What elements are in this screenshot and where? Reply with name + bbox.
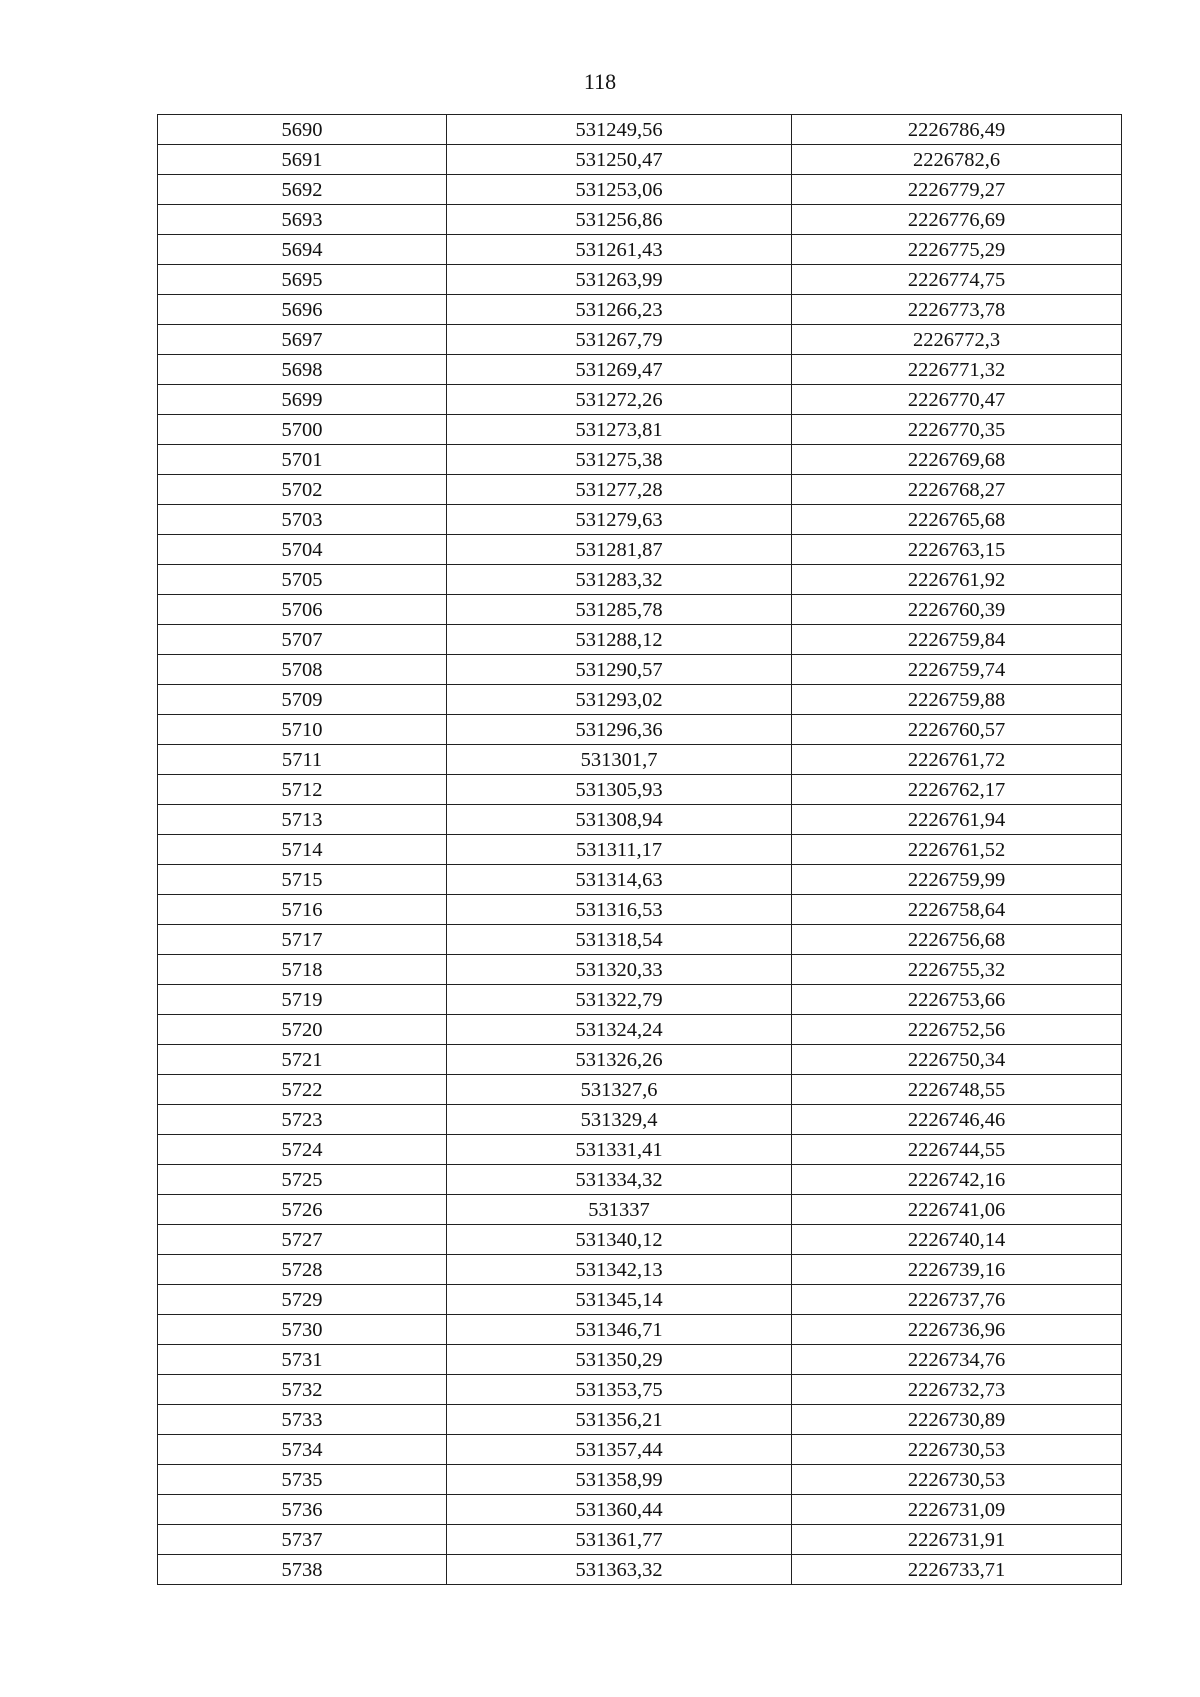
y-coordinate-cell: 2226770,35: [792, 415, 1122, 445]
table-row: [158, 1435, 1122, 1465]
point-number-cell: 5712: [158, 775, 447, 805]
x-coordinate-cell: 531256,86: [447, 205, 792, 235]
point-number-cell: 5733: [158, 1405, 447, 1435]
point-number-cell: 5697: [158, 325, 447, 355]
x-coordinate-cell: 531305,93: [447, 775, 792, 805]
table-row: [158, 925, 1122, 955]
table-row: [158, 385, 1122, 415]
point-number-cell: 5711: [158, 745, 447, 775]
table-row: [158, 715, 1122, 745]
table-row: [158, 235, 1122, 265]
x-coordinate-cell: 531253,06: [447, 175, 792, 205]
y-coordinate-cell: 2226752,56: [792, 1015, 1122, 1045]
x-coordinate-cell: 531334,32: [447, 1165, 792, 1195]
y-coordinate-cell: 2226761,52: [792, 835, 1122, 865]
table-row: [158, 1405, 1122, 1435]
table-row: [158, 1345, 1122, 1375]
point-number-cell: 5694: [158, 235, 447, 265]
table-row: [158, 985, 1122, 1015]
y-coordinate-cell: 2226742,16: [792, 1165, 1122, 1195]
table-row: [158, 1465, 1122, 1495]
x-coordinate-cell: 531357,44: [447, 1435, 792, 1465]
x-coordinate-cell: 531266,23: [447, 295, 792, 325]
point-number-cell: 5706: [158, 595, 447, 625]
y-coordinate-cell: 2226759,99: [792, 865, 1122, 895]
point-number-cell: 5703: [158, 505, 447, 535]
point-number-cell: 5700: [158, 415, 447, 445]
y-coordinate-cell: 2226761,92: [792, 565, 1122, 595]
x-coordinate-cell: 531326,26: [447, 1045, 792, 1075]
table-row: [158, 1015, 1122, 1045]
table-row: [158, 1165, 1122, 1195]
table-row: [158, 1105, 1122, 1135]
x-coordinate-cell: 531360,44: [447, 1495, 792, 1525]
point-number-cell: 5704: [158, 535, 447, 565]
point-number-cell: 5708: [158, 655, 447, 685]
table-row: [158, 1525, 1122, 1555]
point-number-cell: 5722: [158, 1075, 447, 1105]
point-number-cell: 5719: [158, 985, 447, 1015]
point-number-cell: 5693: [158, 205, 447, 235]
y-coordinate-cell: 2226770,47: [792, 385, 1122, 415]
point-number-cell: 5714: [158, 835, 447, 865]
table-row: [158, 775, 1122, 805]
x-coordinate-cell: 531285,78: [447, 595, 792, 625]
y-coordinate-cell: 2226786,49: [792, 115, 1122, 145]
x-coordinate-cell: 531320,33: [447, 955, 792, 985]
x-coordinate-cell: 531263,99: [447, 265, 792, 295]
table-row: [158, 1495, 1122, 1525]
x-coordinate-cell: 531275,38: [447, 445, 792, 475]
point-number-cell: 5692: [158, 175, 447, 205]
table-row: [158, 505, 1122, 535]
x-coordinate-cell: 531316,53: [447, 895, 792, 925]
table-row: [158, 805, 1122, 835]
point-number-cell: 5727: [158, 1225, 447, 1255]
table-row: [158, 175, 1122, 205]
point-number-cell: 5725: [158, 1165, 447, 1195]
point-number-cell: 5738: [158, 1555, 447, 1585]
point-number-cell: 5734: [158, 1435, 447, 1465]
x-coordinate-cell: 531342,13: [447, 1255, 792, 1285]
point-number-cell: 5705: [158, 565, 447, 595]
point-number-cell: 5735: [158, 1465, 447, 1495]
y-coordinate-cell: 2226758,64: [792, 895, 1122, 925]
table-row: [158, 625, 1122, 655]
page-number: 118: [583, 69, 617, 94]
x-coordinate-cell: 531340,12: [447, 1225, 792, 1255]
point-number-cell: 5716: [158, 895, 447, 925]
x-coordinate-cell: 531288,12: [447, 625, 792, 655]
y-coordinate-cell: 2226765,68: [792, 505, 1122, 535]
table-row: [158, 1285, 1122, 1315]
y-coordinate-cell: 2226748,55: [792, 1075, 1122, 1105]
x-coordinate-cell: 531346,71: [447, 1315, 792, 1345]
table-row: [158, 445, 1122, 475]
x-coordinate-cell: 531322,79: [447, 985, 792, 1015]
table-row: [158, 535, 1122, 565]
y-coordinate-cell: 2226761,94: [792, 805, 1122, 835]
x-coordinate-cell: 531318,54: [447, 925, 792, 955]
x-coordinate-cell: 531361,77: [447, 1525, 792, 1555]
point-number-cell: 5737: [158, 1525, 447, 1555]
table-row: [158, 1225, 1122, 1255]
table-row: [158, 865, 1122, 895]
coordinates-table-body: [158, 115, 1122, 1585]
y-coordinate-cell: 2226739,16: [792, 1255, 1122, 1285]
point-number-cell: 5720: [158, 1015, 447, 1045]
y-coordinate-cell: 2226759,74: [792, 655, 1122, 685]
x-coordinate-cell: 531249,56: [447, 115, 792, 145]
table-row: [158, 565, 1122, 595]
y-coordinate-cell: 2226774,75: [792, 265, 1122, 295]
x-coordinate-cell: 531267,79: [447, 325, 792, 355]
point-number-cell: 5691: [158, 145, 447, 175]
x-coordinate-cell: 531277,28: [447, 475, 792, 505]
table-row: [158, 1555, 1122, 1585]
point-number-cell: 5717: [158, 925, 447, 955]
table-row: [158, 835, 1122, 865]
table-row: [158, 325, 1122, 355]
y-coordinate-cell: 2226741,06: [792, 1195, 1122, 1225]
point-number-cell: 5728: [158, 1255, 447, 1285]
y-coordinate-cell: 2226772,3: [792, 325, 1122, 355]
y-coordinate-cell: 2226737,76: [792, 1285, 1122, 1315]
point-number-cell: 5715: [158, 865, 447, 895]
table-row: [158, 1255, 1122, 1285]
y-coordinate-cell: 2226736,96: [792, 1315, 1122, 1345]
x-coordinate-cell: 531283,32: [447, 565, 792, 595]
table-row: [158, 1075, 1122, 1105]
table-row: [158, 1045, 1122, 1075]
x-coordinate-cell: 531296,36: [447, 715, 792, 745]
x-coordinate-cell: 531314,63: [447, 865, 792, 895]
table-row: [158, 295, 1122, 325]
point-number-cell: 5718: [158, 955, 447, 985]
y-coordinate-cell: 2226760,39: [792, 595, 1122, 625]
table-row: [158, 895, 1122, 925]
y-coordinate-cell: 2226782,6: [792, 145, 1122, 175]
point-number-cell: 5721: [158, 1045, 447, 1075]
table-row: [158, 655, 1122, 685]
x-coordinate-cell: 531358,99: [447, 1465, 792, 1495]
y-coordinate-cell: 2226730,53: [792, 1435, 1122, 1465]
y-coordinate-cell: 2226756,68: [792, 925, 1122, 955]
y-coordinate-cell: 2226750,34: [792, 1045, 1122, 1075]
point-number-cell: 5702: [158, 475, 447, 505]
y-coordinate-cell: 2226733,71: [792, 1555, 1122, 1585]
point-number-cell: 5723: [158, 1105, 447, 1135]
y-coordinate-cell: 2226734,76: [792, 1345, 1122, 1375]
point-number-cell: 5695: [158, 265, 447, 295]
x-coordinate-cell: 531269,47: [447, 355, 792, 385]
y-coordinate-cell: 2226759,88: [792, 685, 1122, 715]
point-number-cell: 5701: [158, 445, 447, 475]
table-row: [158, 595, 1122, 625]
y-coordinate-cell: 2226732,73: [792, 1375, 1122, 1405]
x-coordinate-cell: 531308,94: [447, 805, 792, 835]
point-number-cell: 5724: [158, 1135, 447, 1165]
point-number-cell: 5699: [158, 385, 447, 415]
table-row: [158, 145, 1122, 175]
y-coordinate-cell: 2226731,91: [792, 1525, 1122, 1555]
table-row: [158, 745, 1122, 775]
point-number-cell: 5710: [158, 715, 447, 745]
point-number-cell: 5698: [158, 355, 447, 385]
y-coordinate-cell: 2226776,69: [792, 205, 1122, 235]
x-coordinate-cell: 531272,26: [447, 385, 792, 415]
y-coordinate-cell: 2226755,32: [792, 955, 1122, 985]
y-coordinate-cell: 2226760,57: [792, 715, 1122, 745]
point-number-cell: 5707: [158, 625, 447, 655]
point-number-cell: 5690: [158, 115, 447, 145]
table-row: [158, 1315, 1122, 1345]
y-coordinate-cell: 2226759,84: [792, 625, 1122, 655]
table-row: [158, 115, 1122, 145]
x-coordinate-cell: 531324,24: [447, 1015, 792, 1045]
y-coordinate-cell: 2226730,89: [792, 1405, 1122, 1435]
point-number-cell: 5730: [158, 1315, 447, 1345]
table-row: [158, 355, 1122, 385]
x-coordinate-cell: 531331,41: [447, 1135, 792, 1165]
y-coordinate-cell: 2226762,17: [792, 775, 1122, 805]
x-coordinate-cell: 531345,14: [447, 1285, 792, 1315]
x-coordinate-cell: 531279,63: [447, 505, 792, 535]
point-number-cell: 5736: [158, 1495, 447, 1525]
x-coordinate-cell: 531329,4: [447, 1105, 792, 1135]
x-coordinate-cell: 531281,87: [447, 535, 792, 565]
x-coordinate-cell: 531290,57: [447, 655, 792, 685]
y-coordinate-cell: 2226761,72: [792, 745, 1122, 775]
x-coordinate-cell: 531363,32: [447, 1555, 792, 1585]
point-number-cell: 5709: [158, 685, 447, 715]
table-row: [158, 265, 1122, 295]
x-coordinate-cell: 531311,17: [447, 835, 792, 865]
table-row: [158, 1135, 1122, 1165]
x-coordinate-cell: 531301,7: [447, 745, 792, 775]
table-row: [158, 685, 1122, 715]
x-coordinate-cell: 531353,75: [447, 1375, 792, 1405]
y-coordinate-cell: 2226773,78: [792, 295, 1122, 325]
point-number-cell: 5732: [158, 1375, 447, 1405]
y-coordinate-cell: 2226763,15: [792, 535, 1122, 565]
point-number-cell: 5713: [158, 805, 447, 835]
x-coordinate-cell: 531337: [447, 1195, 792, 1225]
x-coordinate-cell: 531250,47: [447, 145, 792, 175]
y-coordinate-cell: 2226771,32: [792, 355, 1122, 385]
point-number-cell: 5729: [158, 1285, 447, 1315]
table-row: [158, 475, 1122, 505]
table-row: [158, 205, 1122, 235]
x-coordinate-cell: 531350,29: [447, 1345, 792, 1375]
table-row: [158, 1375, 1122, 1405]
y-coordinate-cell: 2226744,55: [792, 1135, 1122, 1165]
x-coordinate-cell: 531273,81: [447, 415, 792, 445]
x-coordinate-cell: 531261,43: [447, 235, 792, 265]
point-number-cell: 5726: [158, 1195, 447, 1225]
y-coordinate-cell: 2226769,68: [792, 445, 1122, 475]
y-coordinate-cell: 2226779,27: [792, 175, 1122, 205]
x-coordinate-cell: 531327,6: [447, 1075, 792, 1105]
y-coordinate-cell: 2226775,29: [792, 235, 1122, 265]
y-coordinate-cell: 2226753,66: [792, 985, 1122, 1015]
y-coordinate-cell: 2226740,14: [792, 1225, 1122, 1255]
point-number-cell: 5696: [158, 295, 447, 325]
y-coordinate-cell: 2226730,53: [792, 1465, 1122, 1495]
x-coordinate-cell: 531356,21: [447, 1405, 792, 1435]
table-row: [158, 955, 1122, 985]
point-number-cell: 5731: [158, 1345, 447, 1375]
x-coordinate-cell: 531293,02: [447, 685, 792, 715]
coordinates-table: [157, 114, 1122, 1585]
table-row: [158, 415, 1122, 445]
table-row: [158, 1195, 1122, 1225]
y-coordinate-cell: 2226746,46: [792, 1105, 1122, 1135]
y-coordinate-cell: 2226731,09: [792, 1495, 1122, 1525]
y-coordinate-cell: 2226768,27: [792, 475, 1122, 505]
